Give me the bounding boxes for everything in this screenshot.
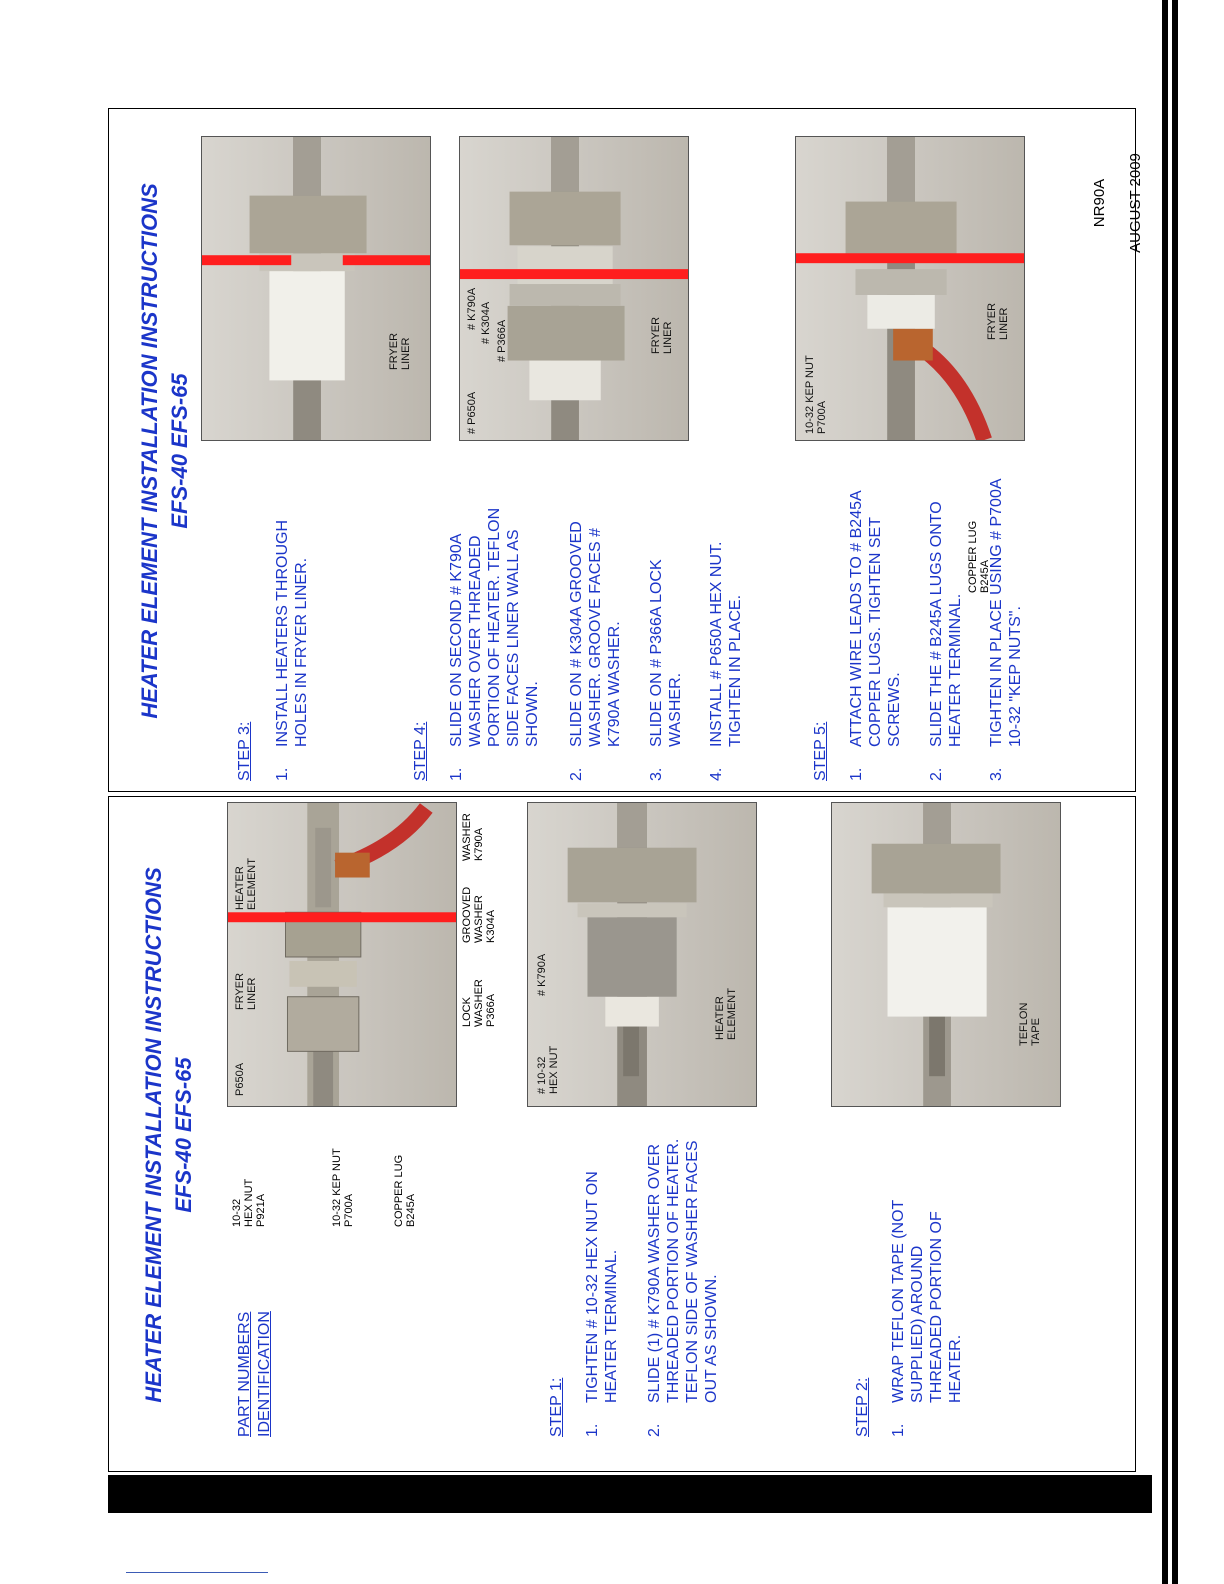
step5-item-2-num: 2. — [928, 767, 945, 781]
photo-parts-identification — [227, 802, 457, 1107]
step3-item-1 — [273, 481, 311, 781]
photo-step1 — [527, 802, 757, 1107]
panel1-subtitle: EFS-40 EFS-65 — [171, 1057, 196, 1213]
step5-item-2-text: SLIDE THE # B245A LUGS ONTO HEATER TERMINAL. — [928, 501, 964, 747]
step4-photo-label-p650a: # P650A — [466, 391, 478, 434]
revision-date-text: AUGUST 2009 — [1127, 153, 1144, 253]
step3-photo-label-fryer-liner: FRYER LINER — [388, 332, 412, 370]
label-lock-washer-p366a: LOCK WASHER P366A — [461, 979, 497, 1027]
step4-photo-label-k790a: # K790A — [466, 287, 478, 330]
step3-item-1-num: 1. — [274, 767, 291, 781]
step5-item-3-num: 3. — [988, 767, 1005, 781]
part-numbers-label: PART NUMBERS IDENTIFICATION — [236, 1311, 273, 1437]
step2-label: STEP 2: — [854, 1377, 871, 1437]
right-border-bar-1 — [1162, 0, 1168, 1584]
panel-steps-1-2 — [108, 796, 1136, 1472]
step1-item-1-num: 1. — [584, 1423, 601, 1437]
photo-label-fryer-liner: FRYER LINER — [234, 972, 258, 1010]
step4-item-1-num: 1. — [448, 767, 465, 781]
panel-steps-1-2-content — [109, 797, 1137, 1473]
photo-step2 — [831, 802, 1061, 1107]
revision-date — [1073, 133, 1145, 273]
photo-step3 — [201, 136, 431, 441]
step4-item-1-text: SLIDE ON SECOND # K790A WASHER OVER THREADED PORTION OF HEATER. TEFLON SIDE FACES LINER WALL AS SHOWN. — [448, 507, 541, 747]
step3-item-1-text: INSTALL HEATERS THROUGH HOLES IN FRYER LINER. — [274, 520, 310, 747]
step5-photo-label-fryer-liner: FRYER LINER — [986, 302, 1010, 340]
step5-item-2 — [927, 471, 965, 781]
step4-item-3-text: SLIDE ON # P366A LOCK WASHER. — [648, 559, 684, 747]
label-hex-nut-p921a: 10-32 HEX NUT P921A — [231, 1178, 267, 1227]
panel1-title: HEATER ELEMENT INSTALLATION INSTRUCTIONS — [141, 867, 166, 1403]
revision-code: NR90A — [1091, 178, 1108, 228]
step4-item-2 — [567, 481, 624, 781]
step5-item-1-num: 1. — [848, 767, 865, 781]
step5-item-3 — [987, 471, 1025, 781]
label-grooved-washer-k304a: GROOVED WASHER K304A — [461, 886, 497, 943]
label-copper-lug-b245a-step5: COPPER LUG B245A — [967, 520, 991, 593]
panel-steps-3-5-content — [109, 109, 1144, 793]
step1-item-1 — [583, 1167, 621, 1437]
panel2-title: HEATER ELEMENT INSTALLATION INSTRUCTIONS — [137, 183, 162, 719]
step5-item-1-text: ATTACH WIRE LEADS TO # B245A COPPER LUGS. TIGHTEN SET SCREWS. — [848, 491, 903, 747]
panel2-subtitle: EFS-40 EFS-65 — [167, 373, 192, 529]
step3-label: STEP 3: — [236, 721, 253, 781]
step4-photo-label-fryer-liner: FRYER LINER — [650, 316, 674, 354]
label-copper-lug-b245a: COPPER LUG B245A — [393, 1154, 417, 1227]
footer-blue-line — [126, 1572, 268, 1573]
step2-item-1 — [889, 1167, 965, 1437]
step1-item-2-text: SLIDE (1) # K790A WASHER OVER THREADED PORTION OF HEATER. TEFLON SIDE OF WASHER FACES OUT AS SHOWN. — [646, 1138, 720, 1403]
step1-item-1-text: TIGHTEN # 10-32 HEX NUT ON HEATER TERMINAL. — [584, 1171, 620, 1403]
step5-photo-label-kep-nut: 10-32 KEP NUT P700A — [804, 355, 828, 434]
step1-item-2-num: 2. — [646, 1423, 663, 1437]
right-border-bar-2 — [1172, 0, 1178, 1584]
label-washer-k790a: WASHER K790A — [461, 813, 485, 861]
step4-photo-label-k304a: # K304A — [480, 301, 492, 344]
photo-label-heater-element: HEATER ELEMENT — [234, 858, 258, 910]
step5-item-3-text: TIGHTEN IN PLACE USING # P700A 10-32 "KEP NUTS". — [988, 479, 1024, 747]
footer-black-bar — [108, 1475, 1152, 1513]
step4-label: STEP 4: — [412, 721, 429, 781]
label-kep-nut-p700a: 10-32 KEP NUT P700A — [331, 1148, 355, 1227]
photo-step4 — [459, 136, 689, 441]
step1-item-2 — [645, 1137, 721, 1437]
photo-step5 — [795, 136, 1025, 441]
step4-item-1 — [447, 481, 542, 781]
step4-item-4-text: INSTALL # P650A HEX NUT. TIGHTEN IN PLACE. — [708, 541, 744, 747]
step5-label: STEP 5: — [812, 721, 829, 781]
step1-photo-label-k790a: # K790A — [536, 953, 548, 996]
step2-item-1-num: 1. — [890, 1423, 907, 1437]
step4-item-2-text: SLIDE ON # K304A GROOVED WASHER. GROOVE FACES # K790A WASHER. — [568, 521, 623, 747]
step4-item-4 — [707, 481, 745, 781]
step1-photo-label-hex-nut: # 10-32 HEX NUT — [536, 1045, 560, 1094]
panel-steps-3-5 — [108, 108, 1144, 792]
step1-label: STEP 1: — [548, 1377, 565, 1437]
step4-photo-label-p366a: # P366A — [496, 319, 508, 362]
step4-item-3-num: 3. — [648, 767, 665, 781]
step4-item-3 — [647, 481, 685, 781]
step5-item-1 — [847, 471, 904, 781]
step4-item-2-num: 2. — [568, 767, 585, 781]
step1-photo-label-heater-element: HEATER ELEMENT — [714, 988, 738, 1040]
step2-photo-label-teflon-tape: TEFLON TAPE — [1018, 1002, 1042, 1046]
photo-label-p650a: P650A — [234, 1062, 246, 1096]
step4-item-4-num: 4. — [708, 767, 725, 781]
step2-item-1-text: WRAP TEFLON TAPE (NOT SUPPLIED) AROUND THREADED PORTION OF HEATER. — [890, 1200, 964, 1403]
